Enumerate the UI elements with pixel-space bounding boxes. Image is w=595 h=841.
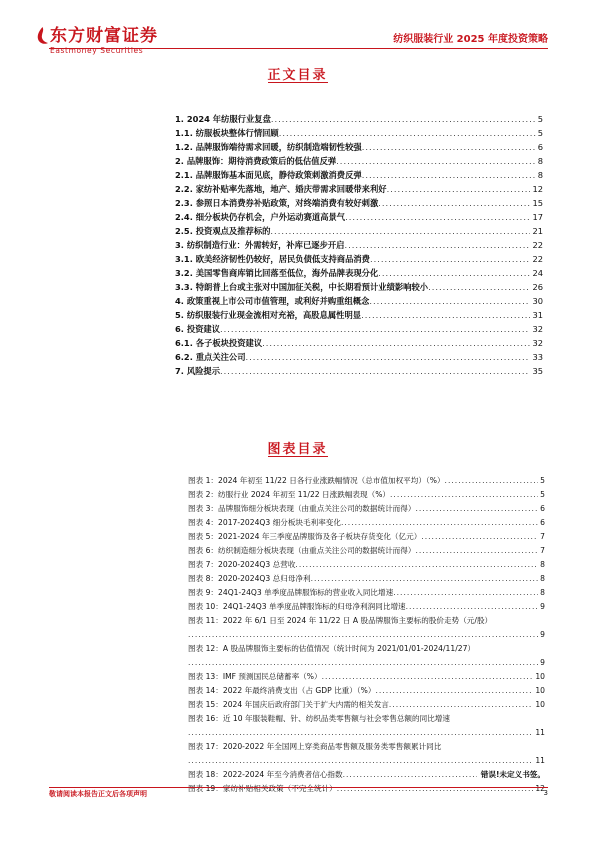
figure-entry-title: 图表 17：2020-2022 年全国网上穿类商品零售额及服务类零售额累计同比 — [188, 742, 442, 751]
toc-entry[interactable] — [175, 210, 543, 224]
figure-entry[interactable] — [188, 684, 545, 698]
toc-entry[interactable] — [175, 350, 543, 364]
toc-entry-page: 26 — [532, 282, 543, 292]
logo-text-cn: 东方财富证券 — [50, 26, 158, 46]
page-number: 3 — [543, 789, 548, 797]
figure-entry-page: 10 — [535, 700, 545, 709]
figure-entry[interactable] — [188, 558, 545, 572]
dot-leader — [270, 224, 530, 238]
dot-leader — [344, 238, 530, 252]
figure-entry-title: 图表 16：近 10 年服装鞋帽、针、纺织品类零售额与社会零售总额的同比增速 — [188, 714, 450, 723]
dot-leader — [361, 308, 530, 322]
page-header — [0, 0, 595, 56]
toc-entry-title: 2.4. 细分板块仍存机会，户外运动赛道高景气 — [175, 212, 346, 222]
dot-leader — [406, 600, 539, 614]
toc-entry-title: 2.1. 品牌服饰基本面见底，静待政策刺激消费反弹 — [175, 170, 362, 180]
toc-entry[interactable] — [175, 308, 543, 322]
toc-heading-underline — [268, 82, 328, 83]
dot-leader — [445, 474, 539, 488]
toc-entry[interactable] — [175, 168, 543, 182]
figure-entry-title: 图表 18：2022-2024 年至今消费者信心指数 — [188, 770, 343, 779]
figure-entry[interactable] — [188, 600, 545, 614]
toc-entry-page: 21 — [532, 226, 543, 236]
figure-entry-page: 6 — [540, 518, 545, 527]
toc-entry-page: 15 — [532, 198, 543, 208]
dot-leader — [345, 210, 530, 224]
figure-entry-title: 图表 14：2022 年最终消费支出（占 GDP 比重）（%） — [188, 686, 376, 695]
figure-entry-page: 9 — [540, 630, 545, 639]
toc-entry-title: 2.3. 参照日本消费券补贴政策，对终端消费有较好刺激 — [175, 198, 379, 208]
figure-entry-page: 10 — [535, 686, 545, 695]
dot-leader — [389, 698, 533, 712]
toc-entry-title: 6.1. 各子板块投资建议 — [175, 338, 263, 348]
figure-entry[interactable] — [188, 712, 545, 740]
logo-mark-icon — [36, 27, 49, 45]
toc-entry[interactable] — [175, 252, 543, 266]
figure-entry[interactable] — [188, 586, 545, 600]
company-logo — [50, 26, 158, 56]
logo-text-en: Eastmoney Securities — [50, 46, 144, 55]
dot-leader — [220, 364, 530, 378]
dot-leader — [311, 572, 539, 586]
toc-entry-page: 17 — [532, 212, 543, 222]
toc-entry[interactable] — [175, 238, 543, 252]
figure-entry-title: 图表 19：家纺补贴相关政策（不完全统计） — [188, 784, 337, 793]
dot-leader — [370, 252, 530, 266]
dot-leader — [188, 726, 533, 740]
toc-entry[interactable] — [175, 322, 543, 336]
figure-entry-title: 图表 3：品牌服饰细分板块表现（由重点关注公司的数据统计而得） — [188, 504, 416, 513]
toc-entry-page: 32 — [532, 324, 543, 334]
toc-entry[interactable] — [175, 224, 543, 238]
toc-entry-title: 3.3. 特朗普上台或主张对中国加征关税，中长期看预计业绩影响较小 — [175, 282, 429, 292]
toc-entry-page: 31 — [532, 310, 543, 320]
figure-entry-page: 5 — [540, 490, 545, 499]
figure-entry[interactable] — [188, 768, 545, 782]
toc-entry-title: 3.1. 欧美经济韧性仍较好，居民负债低支持商品消费 — [175, 254, 370, 264]
toc-entry-title: 4. 政策重视上市公司市值管理，或利好并购重组概念 — [175, 296, 370, 306]
header-divider — [49, 48, 548, 49]
dot-leader — [362, 168, 536, 182]
toc-entry[interactable] — [175, 336, 543, 350]
toc-entry-page: 22 — [532, 240, 543, 250]
toc-entry[interactable] — [175, 364, 543, 378]
dot-leader — [369, 294, 530, 308]
lof-heading: 图表目录 — [267, 442, 328, 457]
toc-entry-title: 6. 投资建议 — [175, 324, 221, 334]
toc-entry-title: 1.2. 品牌服饰端待需求回暖，纺织制造端韧性较强 — [175, 142, 362, 152]
dot-leader — [220, 322, 530, 336]
dot-leader — [393, 586, 538, 600]
dot-leader — [188, 628, 538, 642]
toc-entry[interactable] — [175, 266, 543, 280]
footer-disclaimer: 敬请阅读本报告正文后各项声明 — [49, 790, 147, 798]
figure-entry[interactable] — [188, 502, 545, 516]
toc-entry-title: 2.2. 家纺补贴率先落地，地产、婚庆带需求回暖带来利好 — [175, 184, 387, 194]
toc-entry-page: 30 — [532, 296, 543, 306]
toc-entry-page: 5 — [537, 128, 543, 138]
dot-leader — [295, 558, 538, 572]
figure-entry[interactable] — [188, 544, 545, 558]
figure-entry-title: 图表 7：2020-2024Q3 总营收 — [188, 560, 296, 569]
dot-leader — [271, 112, 536, 126]
figure-entry-page: 8 — [540, 588, 545, 597]
figure-entry[interactable] — [188, 670, 545, 684]
toc-entry-page: 8 — [537, 156, 543, 166]
figure-entry-title: 图表 12：A 股品牌服饰主要标的估值情况（统计时间为 2021/01/01-2024/11/27） — [188, 644, 476, 653]
dot-leader — [375, 684, 533, 698]
figure-entry[interactable] — [188, 614, 545, 642]
toc-entry[interactable] — [175, 154, 543, 168]
figure-entry[interactable] — [188, 474, 545, 488]
dot-leader — [362, 140, 536, 154]
toc-entry-title: 7. 风险提示 — [175, 366, 221, 376]
list-of-figures — [188, 474, 545, 796]
toc-entry-title: 2.5. 投资观点及推荐标的 — [175, 226, 271, 236]
figure-entry-title: 图表 9：24Q1-24Q3 单季度品牌服饰标的营业收入同比增速 — [188, 588, 394, 597]
dot-leader — [343, 768, 477, 782]
figure-entry[interactable] — [188, 698, 545, 712]
toc-entry[interactable] — [175, 140, 543, 154]
dot-leader — [415, 502, 538, 516]
figure-entry-page: 6 — [540, 504, 545, 513]
figure-entry-page: 11 — [535, 728, 545, 737]
figure-entry-page: 5 — [540, 476, 545, 485]
figure-entry[interactable] — [188, 516, 545, 530]
dot-leader — [387, 182, 531, 196]
toc-entry[interactable] — [175, 182, 543, 196]
figure-entry-page: 8 — [540, 560, 545, 569]
dot-leader — [337, 782, 534, 796]
figure-entry-title: 图表 2：纺服行业 2024 年初至 11/22 日涨跌幅表现（%） — [188, 490, 391, 499]
dot-leader — [188, 656, 538, 670]
toc-entry[interactable] — [175, 280, 543, 294]
toc-entry-title: 6.2. 重点关注公司 — [175, 352, 246, 362]
figure-entry[interactable] — [188, 572, 545, 586]
dot-leader — [428, 280, 530, 294]
dot-leader — [390, 488, 538, 502]
dot-leader — [378, 266, 530, 280]
toc-entry-page: 33 — [532, 352, 543, 362]
dot-leader — [262, 336, 530, 350]
footer-divider — [49, 787, 548, 788]
figure-entry[interactable] — [188, 488, 545, 502]
figure-entry-page: 7 — [540, 546, 545, 555]
dot-leader — [378, 196, 530, 210]
lof-heading-underline — [268, 456, 328, 457]
figure-entry-title: 图表 11：2022 年 6/1 日至 2024 年 11/22 日 A 股品牌服饰主要标的股价走势（元/股） — [188, 616, 493, 625]
figure-entry-title: 图表 13：IMF 预测国民总储蓄率（%） — [188, 672, 322, 681]
report-title: 纺织服装行业 2025 年度投资策略 — [393, 34, 548, 45]
dot-leader — [322, 670, 534, 684]
figure-entry-title: 图表 6：纺织制造细分板块表现（由重点关注公司的数据统计而得） — [188, 546, 416, 555]
toc-heading: 正文目录 — [267, 68, 328, 83]
toc-entry-page: 24 — [532, 268, 543, 278]
dot-leader — [188, 754, 533, 768]
figure-entry[interactable] — [188, 642, 545, 670]
figure-entry-page: 7 — [540, 532, 545, 541]
dot-leader — [336, 154, 536, 168]
toc-entry-title: 2. 品牌服饰：期待消费政策后的低估值反弹 — [175, 156, 337, 166]
figure-entry-title: 图表 4：2017-2024Q3 细分板块毛利率变化 — [188, 518, 341, 527]
figure-entry-title: 图表 5：2021-2024 年三季度品牌服饰及各子板块存货变化（亿元） — [188, 532, 422, 541]
figure-entry-page: 10 — [535, 672, 545, 681]
toc-entry[interactable] — [175, 196, 543, 210]
table-of-contents — [175, 112, 543, 378]
toc-entry-title: 5. 纺织服装行业现金流相对充裕，高股息属性明显 — [175, 310, 362, 320]
toc-entry-title: 1.1. 纺服板块整体行情回顾 — [175, 128, 279, 138]
dot-leader — [246, 350, 531, 364]
figure-entry-title: 图表 1：2024 年初至 11/22 日各行业涨跌幅情况（总市值加权平均）（%） — [188, 476, 445, 485]
figure-entry-page: 11 — [535, 756, 545, 765]
figure-entry-title: 图表 10：24Q1-24Q3 单季度品牌服饰标的归母净利润同比增速 — [188, 602, 406, 611]
dot-leader — [415, 544, 538, 558]
toc-entry-page: 8 — [537, 170, 543, 180]
toc-entry-title: 3. 纺织制造行业：外需转好，补库已逐步开启 — [175, 240, 345, 250]
figure-entry-page: 9 — [540, 658, 545, 667]
toc-entry-title: 3.2. 美国零售商库销比回落至低位，海外品牌表现分化 — [175, 268, 379, 278]
toc-entry-page: 12 — [532, 184, 543, 194]
figure-entry[interactable] — [188, 782, 545, 796]
toc-entry-page: 6 — [537, 142, 543, 152]
dot-leader — [341, 516, 538, 530]
figure-entry-title: 图表 15：2024 年国庆后政府部门关于扩大内需的相关发言 — [188, 700, 389, 709]
figure-entry-page: 12 — [535, 784, 545, 793]
toc-entry-page: 22 — [532, 254, 543, 264]
figure-entry[interactable] — [188, 740, 545, 768]
toc-entry-page: 32 — [532, 338, 543, 348]
dot-leader — [279, 126, 536, 140]
figure-entry-title: 图表 8：2020-2024Q3 总归母净利 — [188, 574, 311, 583]
toc-entry[interactable] — [175, 112, 543, 126]
toc-entry-page: 35 — [532, 366, 543, 376]
dot-leader — [421, 530, 538, 544]
toc-entry-title: 1. 2024 年纺服行业复盘 — [175, 114, 271, 124]
figure-entry[interactable] — [188, 530, 545, 544]
toc-entry[interactable] — [175, 294, 543, 308]
toc-entry[interactable] — [175, 126, 543, 140]
figure-entry-page: 8 — [540, 574, 545, 583]
bookmark-error: 错误!未定义书签。 — [480, 770, 545, 779]
toc-entry-page: 5 — [537, 114, 543, 124]
figure-entry-page: 9 — [540, 602, 545, 611]
